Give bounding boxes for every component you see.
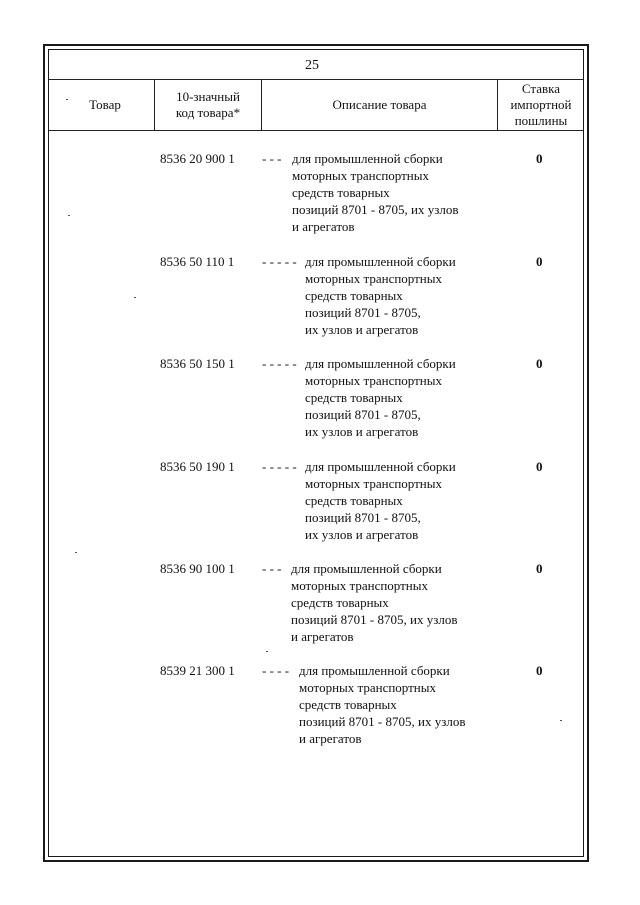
scan-speck	[66, 99, 68, 100]
table-row	[0, 150, 640, 250]
product-code: 8536 20 900 1	[160, 151, 235, 166]
table-row	[0, 662, 640, 762]
hierarchy-dashes: - - -	[262, 151, 282, 166]
product-code: 8536 50 110 1	[160, 254, 235, 269]
header-divider-1	[154, 80, 155, 130]
product-description: для промышленной сборки моторных транспортных средств товарных позиций 8701 - 8705, их узлов и агрегатов	[305, 459, 456, 542]
import-duty-rate: 0	[536, 663, 543, 678]
product-code: 8539 21 300 1	[160, 663, 235, 678]
import-duty-rate: 0	[536, 151, 543, 166]
product-description: для промышленной сборки моторных транспортных средств товарных позиций 8701 - 8705, их узлов и агрегатов	[305, 254, 456, 337]
header-bottom-rule	[49, 130, 583, 131]
header-top-rule	[49, 79, 583, 80]
import-duty-rate: 0	[536, 561, 543, 576]
product-code: 8536 50 190 1	[160, 459, 235, 474]
table-row	[0, 458, 640, 558]
page-number: 25	[305, 58, 319, 73]
scan-speck	[560, 720, 562, 721]
product-code: 8536 90 100 1	[160, 561, 235, 576]
scan-speck	[68, 215, 70, 216]
product-code: 8536 50 150 1	[160, 356, 235, 371]
scan-speck	[266, 651, 268, 652]
hierarchy-dashes: - - -	[262, 561, 282, 576]
hierarchy-dashes: - - - - -	[262, 459, 297, 474]
product-description: для промышленной сборки моторных транспортных средств товарных позиций 8701 - 8705, их узлов и агрегатов	[291, 561, 458, 644]
header-product: Товар	[89, 97, 121, 112]
header-rate: Ставка импортной пошлины	[510, 81, 572, 128]
table-row	[0, 355, 640, 455]
header-description: Описание товара	[332, 97, 427, 112]
scan-speck	[134, 297, 136, 298]
table-row	[0, 560, 640, 660]
hierarchy-dashes: - - - -	[262, 663, 290, 678]
import-duty-rate: 0	[536, 254, 543, 269]
import-duty-rate: 0	[536, 356, 543, 371]
hierarchy-dashes: - - - - -	[262, 356, 297, 371]
import-duty-rate: 0	[536, 459, 543, 474]
product-description: для промышленной сборки моторных транспортных средств товарных позиций 8701 - 8705, их узлов и агрегатов	[305, 356, 456, 439]
table-row	[0, 253, 640, 353]
header-code: 10-значный код товара*	[175, 89, 241, 120]
scan-speck	[75, 552, 77, 553]
product-description: для промышленной сборки моторных транспортных средств товарных позиций 8701 - 8705, их узлов и агрегатов	[292, 151, 459, 234]
product-description: для промышленной сборки моторных транспортных средств товарных позиций 8701 - 8705, их узлов и агрегатов	[299, 663, 466, 746]
hierarchy-dashes: - - - - -	[262, 254, 297, 269]
